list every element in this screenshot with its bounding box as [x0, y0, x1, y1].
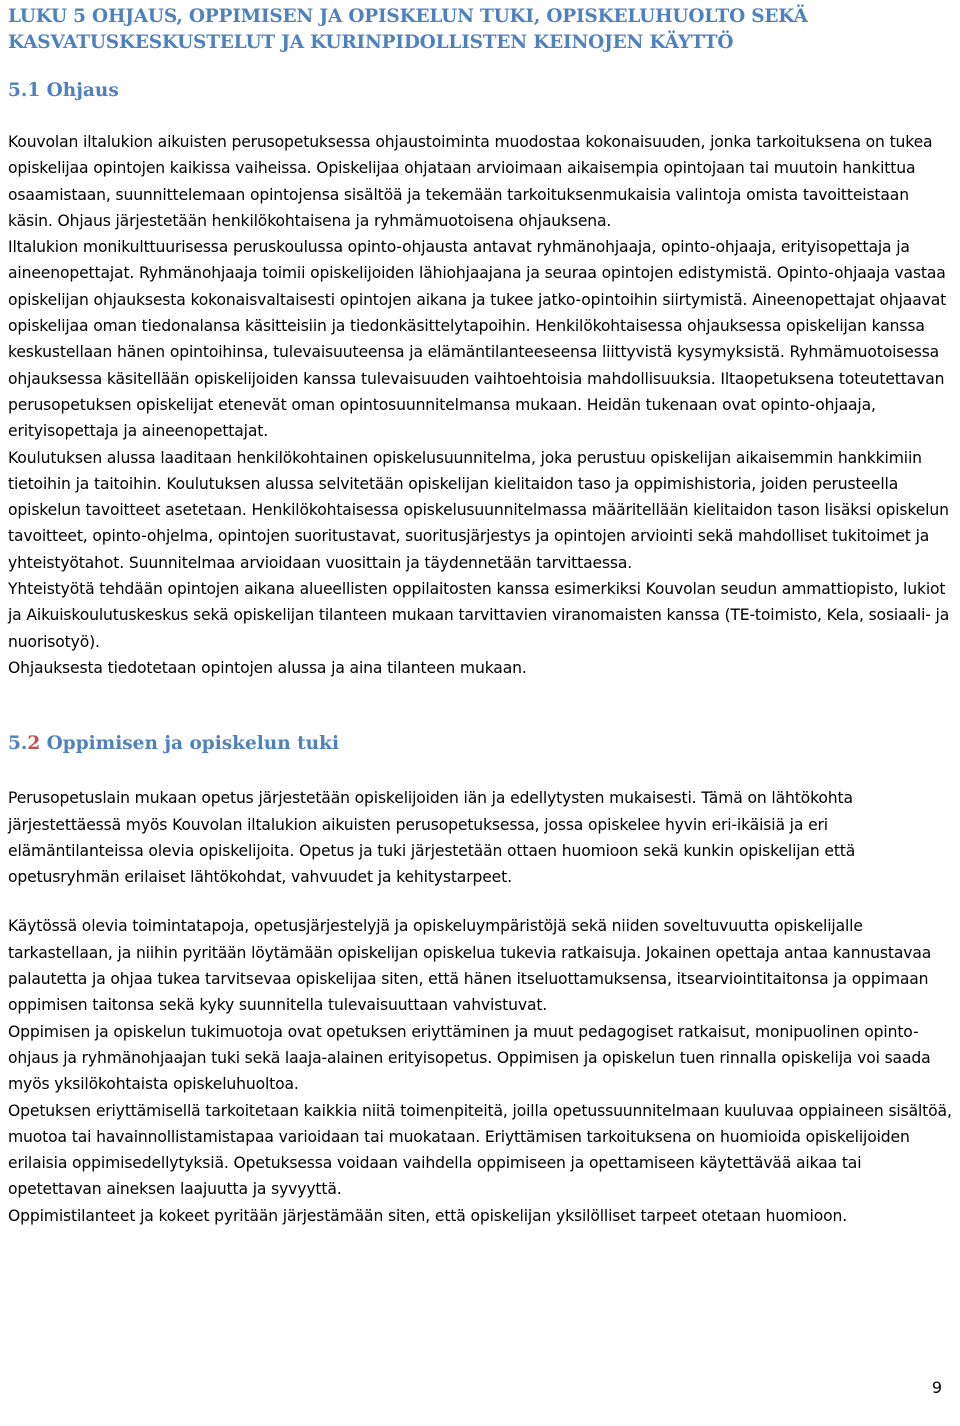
- paragraph-ohjaus-4: Yhteistyötä tehdään opintojen aikana alueellisten oppilaitosten kanssa esimerkiksi Kouvolan seudun ammattiopisto, lukiot ja Aikuiskoulutuskeskus sekä opiskelijan tilanteen mukaan tarvittavien viranomaisten kanssa (TE-toimisto, Kela, sosiaali- ja nuorisotyö).: [8, 580, 950, 651]
- chapter-title: [8, 4, 954, 56]
- section-heading-tuki-text: Oppimisen ja opiskelun tuki: [40, 733, 339, 755]
- paragraph-tuki-3: Oppimisen ja opiskelun tukimuotoja ovat opetuksen eriyttäminen ja muut pedagogiset ratkaisut, monipuolinen opinto-ohjaus ja ryhmänohjaajan tuki sekä laaja-alainen erityisopetus. Oppimisen ja opiskelun tuen rinnalla opiskelija voi saada myös yksilökohtaista opiskeluhuoltoa.: [8, 1022, 931, 1094]
- chapter-title-line-2: KASVATUSKESKUSTELUT JA KURINPIDOLLISTEN KEINOJEN KÄYTTÖ: [8, 32, 734, 53]
- paragraph-tuki-1: Perusopetuslain mukaan opetus järjestetään opiskelijoiden iän ja edellytysten mukaisesti. Tämä on lähtökohta järjestettäessä myös Kouvolan iltalukion aikuisten perusopetuksessa, jossa opiskelee hyvin eri-ikäisiä ja eri elämäntilanteissa olevia opiskelijoita. Opetus ja tuki järjestetään ottaen huomioon sekä kunkin opiskelijan että opetusryhmän erilaiset lähtökohdat, vahvuudet ja kehitystarpeet.: [8, 789, 856, 887]
- paragraph-tuki-2: Käytössä olevia toimintatapoja, opetusjärjestelyjä ja opiskeluympäristöjä sekä niiden soveltuvuutta opiskelijalle tarkastellaan, ja niihin pyritään löytämään opiskelijan opiskelua tukevia ratkaisuja. Jokainen opettaja antaa kannustavaa palautetta ja ohjaa tukea tarvitsevaa opiskelijaa siten, että hänen itseluottamuksensa, itsearviointitaitonsa ja oppimaan oppimisen taitonsa sekä kyky suunnitella tulevaisuuttaan vahvistuvat.: [8, 917, 932, 1015]
- document-page: [8, 4, 954, 1229]
- section-heading-ohjaus: 5.1 Ohjaus: [8, 80, 119, 101]
- paragraph-tuki-5: Oppimistilanteet ja kokeet pyritään järjestämään siten, että opiskelijan yksilölliset tarpeet otetaan huomioon.: [8, 1206, 848, 1225]
- paragraph-ohjaus-2: Iltalukion monikulttuurisessa peruskoulussa opinto-ohjausta antavat ryhmänohjaaja, opinto-ohjaaja, erityisopettaja ja aineenopettajat. Ryhmänohjaaja toimii opiskelijoiden lähiohjaajana ja seuraa opintojen edistymistä. Opinto-ohjaaja vastaa opiskelijan ohjauksesta kokonaisvaltaisesti opintojen aikana ja tukee jatko-opintoihin siirtymistä. Aineenopettajat ohjaavat opiskelijaa oman tiedonalansa käsitteisiin ja tiedonkäsittelytapoihin. Henkilökohtaisessa ohjauksessa opiskelijan kanssa keskustellaan hänen opintoihinsa, tulevaisuuteensa ja elämäntilanteeseensa liittyvistä kysymyksistä. Ryhmämuotoisessa ohjauksessa käsitellään opiskelijoiden kanssa tulevaisuuden vaihtoehtoisia mahdollisuuksia. Iltaopetuksena toteutettavan perusopetuksen opiskelijat etenevät oman opintosuunnitelmansa mukaan. Heidän tukenaan ovat opinto-ohjaaja, erityisopettaja ja aineenopettajat.: [8, 238, 947, 441]
- section-heading-tuki-number-a: 5.: [8, 733, 28, 755]
- section-heading-tuki-number-b: 2: [27, 733, 41, 755]
- paragraph-ohjaus-1: Kouvolan iltalukion aikuisten perusopetuksessa ohjaustoiminta muodostaa kokonaisuuden, jonka tarkoituksena on tukea opiskelijaa opintojen kaikissa vaiheissa. Opiskelijaa ohjataan arvioimaan aikaisempia opintojaan tai muutoin hankittua osaamistaan, suunnittelemaan opintojensa sisältöä ja tekemään tarkoituksenmukaisia valintoja omista tavoitteistaan käsin. Ohjaus järjestetään henkilökohtaisena ja ryhmämuotoisena ohjauksena.: [8, 133, 933, 230]
- section-heading-tuki: [8, 731, 954, 757]
- chapter-title-line-1: LUKU 5 OHJAUS, OPPIMISEN JA OPISKELUN TUKI, OPISKELUHUOLTO SEKÄ: [8, 6, 808, 27]
- paragraph-ohjaus-3: Koulutuksen alussa laaditaan henkilökohtainen opiskelusuunnitelma, joka perustuu opiskelijan aikaisemmin hankkimiin tietoihin ja taitoihin. Koulutuksen alussa selvitetään opiskelijan kielitaidon taso ja oppimishistoria, joiden perusteella opiskelun tavoitteet asetetaan. Henkilökohtaisessa opiskelusuunnitelmassa määritellään kielitaidon tason lisäksi opiskelun tavoitteet, opinto-ohjelma, opintojen suoritustavat, suoritusjärjestys ja opintojen arviointi sekä mahdolliset tukitoimet ja yhteistyötahot. Suunnitelmaa arvioidaan vuosittain ja täydennetään tarvittaessa.: [8, 448, 949, 572]
- paragraph-ohjaus-5: Ohjauksesta tiedotetaan opintojen alussa ja aina tilanteen mukaan.: [8, 658, 527, 677]
- paragraph-tuki-4: Opetuksen eriyttämisellä tarkoitetaan kaikkia niitä toimenpiteitä, joilla opetussuunnitelmaan kuuluvaa oppiaineen sisältöä, muotoa tai havainnollistamistapaa varioidaan tai muokataan. Eriyttämisen tarkoituksena on huomioida opiskelijoiden erilaisia oppimisedellytyksiä. Opetuksessa voidaan vaihdella oppimiseen ja opettamiseen käytettävää aikaa tai opetettavan aineksen laajuutta ja syvyyttä.: [8, 1101, 952, 1199]
- page-number: 9: [931, 1378, 942, 1397]
